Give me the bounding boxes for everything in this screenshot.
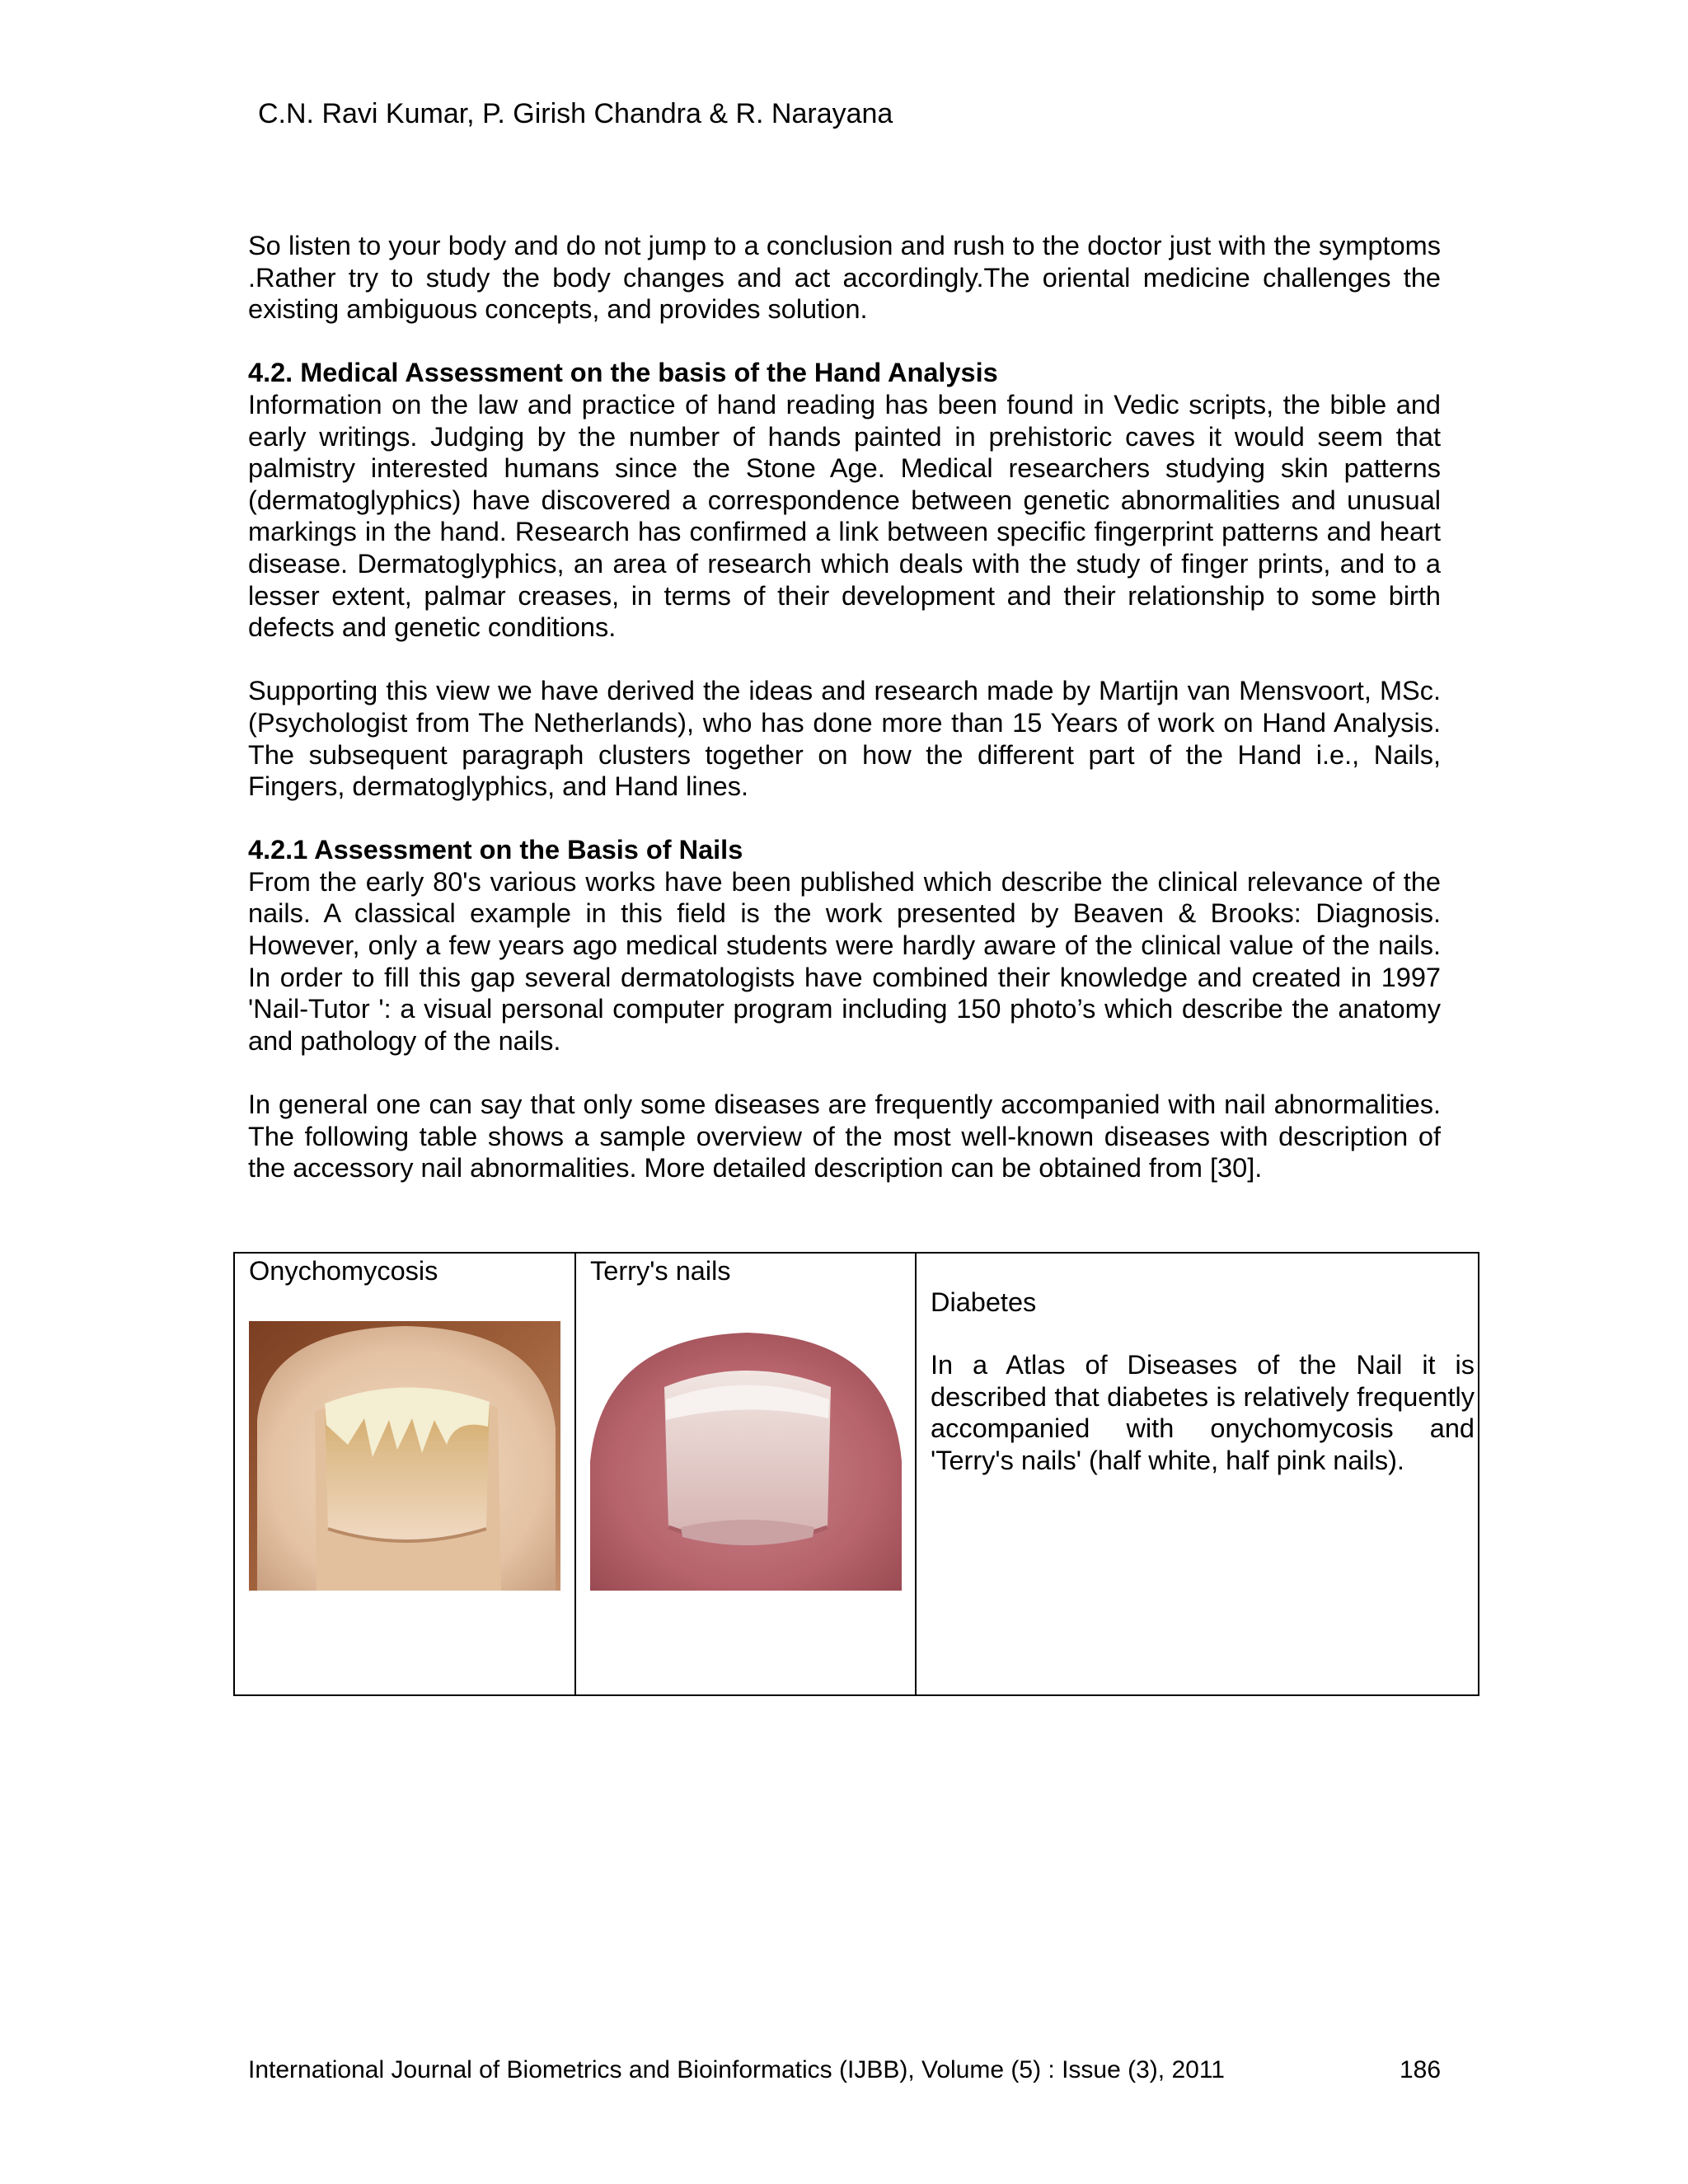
diabetes-description: In a Atlas of Diseases of the Nail it is described that diabetes is relatively frequently accompanied with onychomycosis and 'Terry's nails' (half white, half pink nails). [931, 1350, 1475, 1475]
onychomycosis-title: Onychomycosis [249, 1256, 438, 1286]
section-4-2-heading: 4.2. Medical Assessment on the basis of the Hand Analysis [248, 358, 998, 388]
main-content [248, 230, 1441, 1184]
diabetes-cell [916, 1253, 1479, 1695]
running-header: C.N. Ravi Kumar, P. Girish Chandra & R. Narayana [258, 98, 893, 129]
nail-disease-table [233, 1252, 1479, 1696]
section-4-2-paragraph-2: Supporting this view we have derived the ideas and research made by Martijn van Mensvoort, MSc. (Psychologist from The Netherlands), who has done more than 15 Years of work on Hand Analysis. The subsequent paragraph clusters together on how the different part of the Hand i.e., Nails, Fingers, dermatoglyphics, and Hand lines. [248, 676, 1441, 802]
onychomycosis-nail-image [249, 1321, 560, 1591]
section-4-2-1-heading: 4.2.1 Assessment on the Basis of Nails [248, 835, 743, 865]
journal-footer: International Journal of Biometrics and Bioinformatics (IJBB), Volume (5) : Issue (3), 2011 [248, 2056, 1225, 2083]
terrys-nail-image [590, 1321, 902, 1591]
onychomycosis-cell [234, 1253, 575, 1695]
section-4-2-1-paragraph-2: In general one can say that only some diseases are frequently accompanied with nail abnormalities. The following table shows a sample overview of the most well-known diseases with description of the accessory nail abnormalities. More detailed description can be obtained from [30]. [248, 1090, 1441, 1183]
section-4-2-1 [248, 834, 1441, 1057]
page-number: 186 [1400, 2056, 1442, 2083]
intro-paragraph: So listen to your body and do not jump to a conclusion and rush to the doctor just with the symptoms .Rather try to study the body changes and act accordingly.The oriental medicine challenges the existing ambiguous concepts, and provides solution. [248, 231, 1441, 325]
diabetes-title: Diabetes [931, 1287, 1037, 1317]
section-4-2 [248, 357, 1441, 643]
terrys-nails-title: Terry's nails [590, 1256, 731, 1286]
table-row [234, 1253, 1479, 1695]
section-4-2-paragraph-1: Information on the law and practice of hand reading has been found in Vedic scripts, the bible and early writings. Judging by the number of hands painted in prehistoric caves it would seem that palmistry interested humans since the Stone Age. Medical researchers studying skin patterns (dermatoglyphics) have discovered a correspondence between genetic abnormalities and unusual markings in the hand. Research has confirmed a link between specific fingerprint patterns and heart disease. Dermatoglyphics, an area of research which deals with the study of finger prints, and to a lesser extent, palmar creases, in terms of their development and their relationship to some birth defects and genetic conditions. [248, 389, 1441, 643]
section-4-2-1-paragraph-1: From the early 80's various works have been published which describe the clinical relevance of the nails. A classical example in this field is the work presented by Beaven & Brooks: Diagnosis. However, only a few years ago medical students were hardly aware of the clinical value of the nails. In order to fill this gap several dermatologists have combined their knowledge and created in 1997 'Nail-Tutor ': a visual personal computer program including 150 photo’s which describe the anatomy and pathology of the nails. [248, 866, 1441, 1056]
terrys-nails-cell [575, 1253, 916, 1695]
